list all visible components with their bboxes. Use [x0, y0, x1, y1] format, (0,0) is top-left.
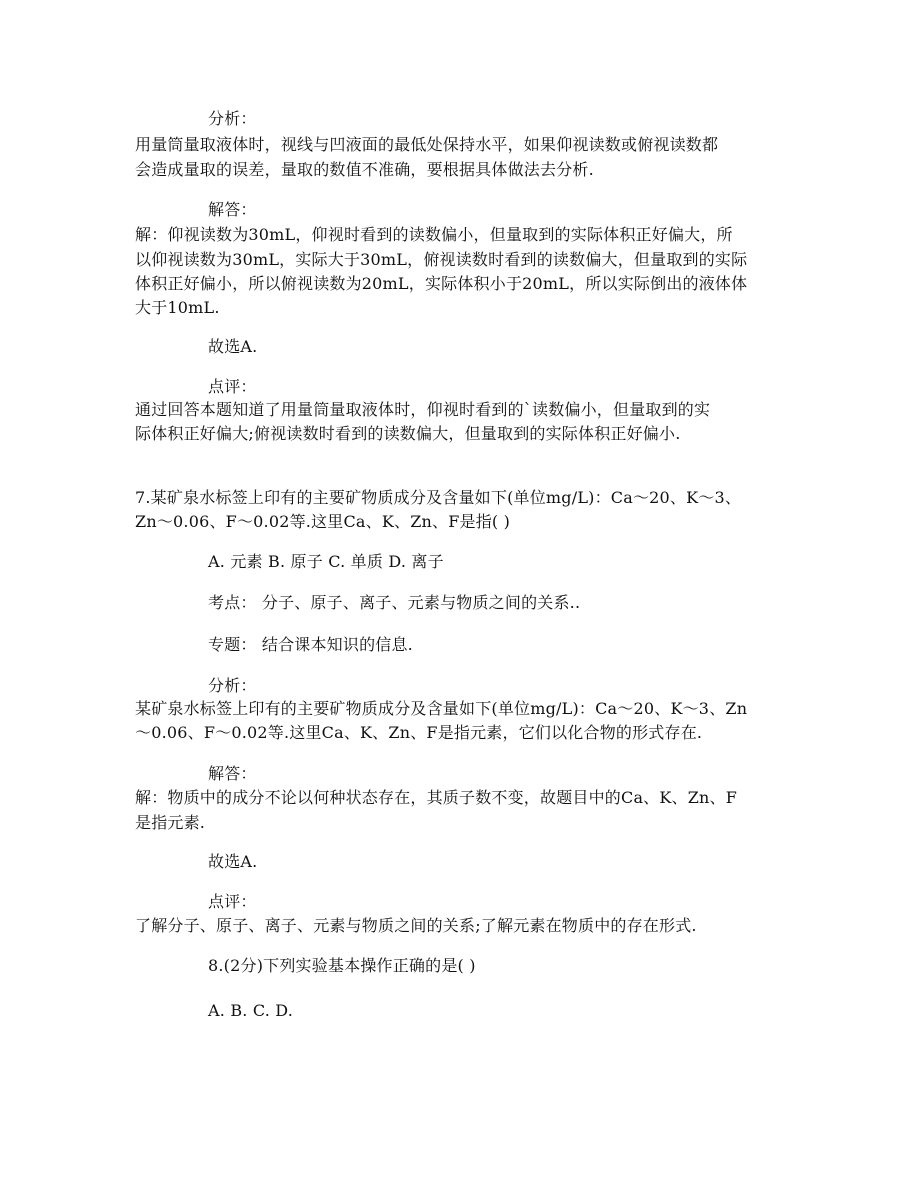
q7-comment-line-1: 了解分子、原子、离子、元素与物质之间的关系;了解元素在物质中的存在形式.	[135, 916, 697, 935]
q7-choice: 故选A.	[208, 852, 258, 871]
q6-answer-label: 解答：	[208, 200, 257, 219]
q7-kaodian: 考点： 分子、原子、离子、元素与物质之间的关系..	[208, 593, 581, 612]
q6-analysis-line-2: 会造成量取的误差，量取的数值不准确，要根据具体做法去分析.	[135, 160, 594, 179]
q7-answer-line-2: 是指元素.	[135, 813, 206, 832]
q8-question: 8.(2分)下列实验基本操作正确的是( )	[208, 956, 476, 975]
q7-question-line-2: Zn～0.06、F～0.02等.这里Ca、K、Zn、F是指( )	[135, 512, 511, 531]
q7-analysis-line-1: 某矿泉水标签上印有的主要矿物质成分及含量如下(单位mg/L)：Ca～20、K～3、Zn	[135, 699, 748, 718]
q6-answer-line-3: 体积正好偏小，所以俯视读数为20mL，实际体积小于20mL，所以实际倒出的液体体	[135, 274, 748, 293]
q7-analysis-label: 分析：	[208, 676, 257, 695]
q7-question-line-1: 7.某矿泉水标签上印有的主要矿物质成分及含量如下(单位mg/L)：Ca～20、K～3、	[135, 488, 742, 507]
q6-comment-line-2: 际体积正好偏大;俯视读数时看到的读数偏大，但量取到的实际体积正好偏小.	[135, 424, 681, 443]
q6-answer-line-4: 大于10mL.	[135, 298, 220, 317]
q7-zhuanti: 专题： 结合课本知识的信息.	[208, 635, 413, 654]
q6-comment-line-1: 通过回答本题知道了用量筒量取液体时，仰视时看到的`读数偏小，但量取到的实	[135, 400, 711, 419]
q7-answer-label: 解答：	[208, 764, 257, 783]
q6-choice: 故选A.	[208, 337, 258, 356]
q7-answer-line-1: 解：物质中的成分不论以何种状态存在，其质子数不变，故题目中的Ca、K、Zn、F	[135, 788, 738, 807]
q8-options: A. B. C. D.	[208, 1001, 294, 1020]
q7-comment-label: 点评：	[208, 892, 257, 911]
q7-options: A. 元素 B. 原子 C. 单质 D. 离子	[208, 552, 444, 571]
q6-analysis-label: 分析：	[208, 109, 257, 128]
q6-answer-line-2: 以仰视读数为30mL，实际大于30mL，俯视读数时看到的读数偏大，但量取到的实际	[135, 250, 748, 269]
q6-answer-line-1: 解：仰视读数为30mL，仰视时看到的读数偏小，但量取到的实际体积正好偏大，所	[135, 225, 733, 244]
q6-comment-label: 点评：	[208, 377, 257, 396]
q7-analysis-line-2: ～0.06、F～0.02等.这里Ca、K、Zn、F是指元素，它们以化合物的形式存在.	[135, 723, 703, 742]
q6-analysis-line-1: 用量筒量取液体时，视线与凹液面的最低处保持水平，如果仰视读数或俯视读数都	[135, 135, 719, 154]
